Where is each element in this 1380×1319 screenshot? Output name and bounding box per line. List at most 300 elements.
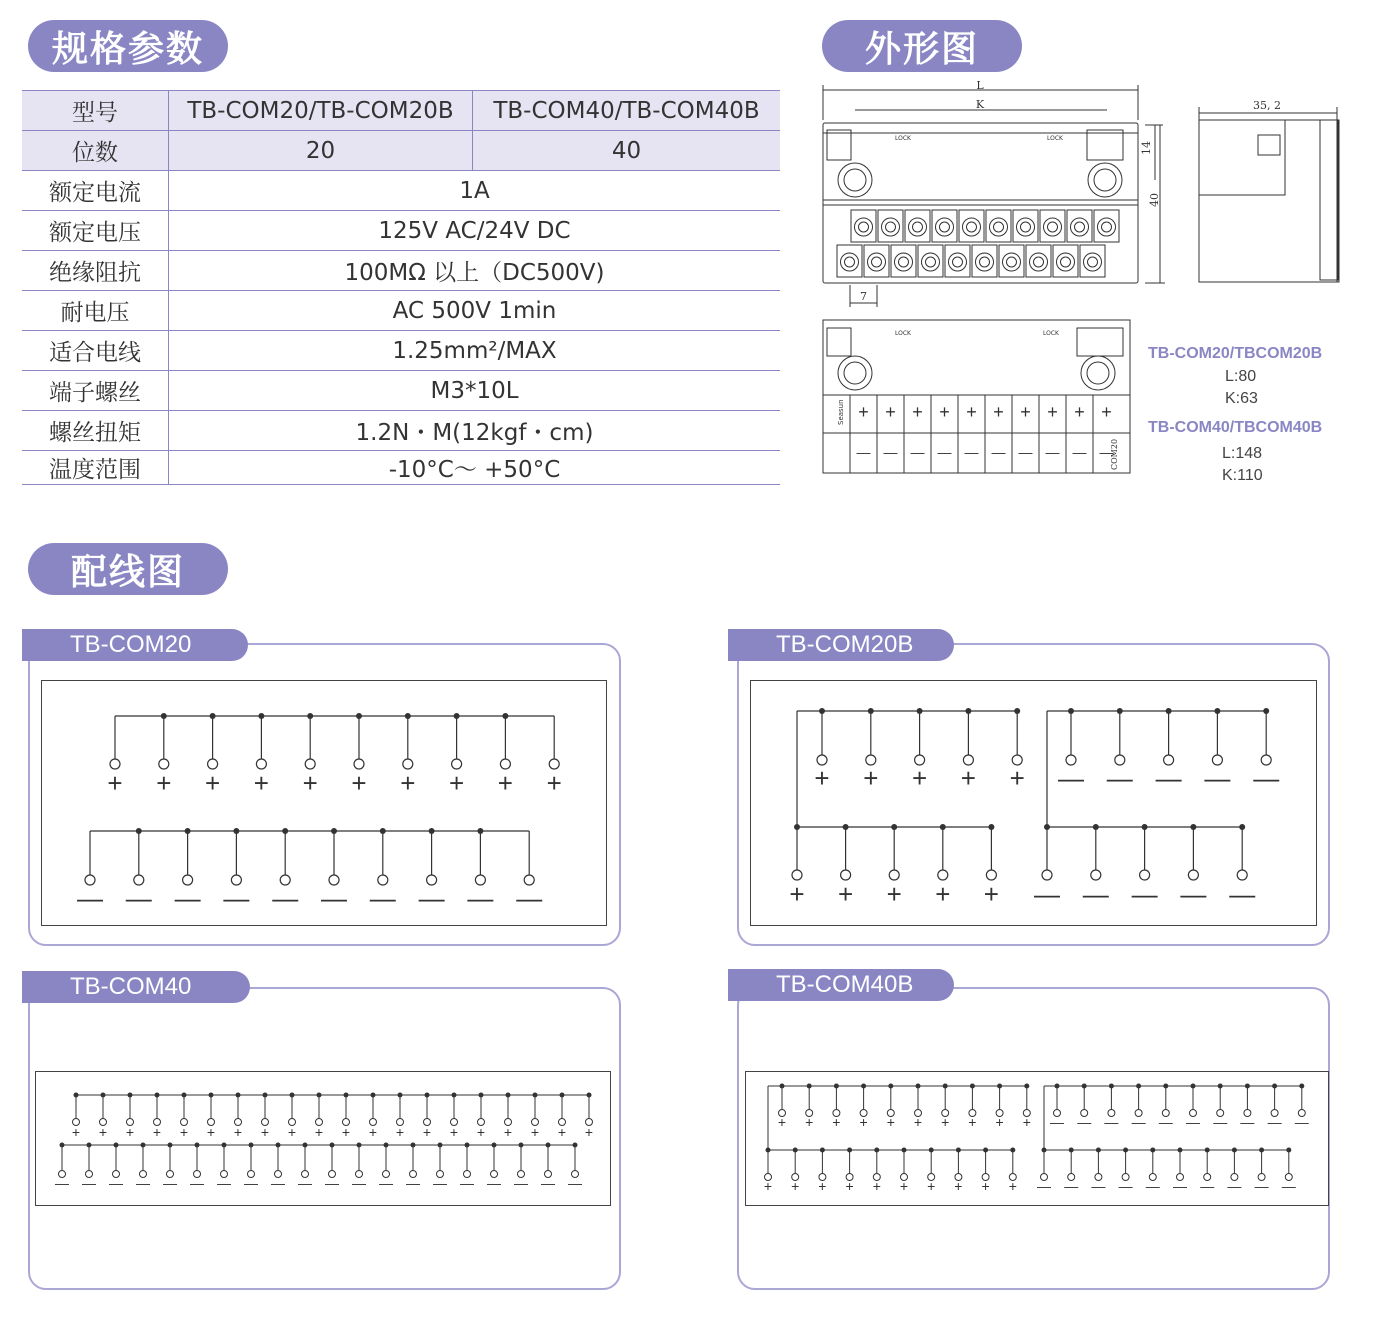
junction-dot xyxy=(929,1148,934,1153)
junction-dot xyxy=(357,1143,362,1148)
minus-sign: — xyxy=(460,1175,474,1191)
junction-dot xyxy=(820,1148,825,1153)
dim-14-label: 14 xyxy=(1140,141,1153,155)
plus-sign: + xyxy=(476,1124,486,1140)
junction-dot xyxy=(317,1093,322,1098)
minus-sign: — xyxy=(1037,1178,1051,1194)
wiring-section-title: 配线图 xyxy=(28,543,228,595)
minus-sign: — xyxy=(1155,763,1182,793)
lock-label: LOCK xyxy=(895,135,911,142)
junction-dot xyxy=(479,1093,484,1098)
minus-sign: — xyxy=(991,444,1006,460)
terminal-screw xyxy=(936,218,954,236)
plus-sign: + xyxy=(341,1124,351,1140)
plus-sign: + xyxy=(872,1178,881,1194)
junction-dot xyxy=(861,1084,866,1089)
table-row xyxy=(22,131,780,171)
minus-sign: — xyxy=(109,1175,123,1191)
junction-dot xyxy=(834,1084,839,1089)
row-label: 额定电压 xyxy=(22,211,169,251)
junction-dot xyxy=(210,713,216,719)
junction-dot xyxy=(236,1093,241,1098)
plus-sign: + xyxy=(1009,763,1025,793)
plus-sign: + xyxy=(966,402,977,422)
wiring-group xyxy=(817,708,1022,765)
junction-dot xyxy=(438,1143,443,1148)
junction-dot xyxy=(1082,1084,1087,1089)
junction-dot xyxy=(1166,708,1172,714)
junction-dot xyxy=(182,1093,187,1098)
junction-dot xyxy=(101,1093,106,1098)
outline-section-title: 外形图 xyxy=(822,20,1022,72)
junction-dot xyxy=(1218,1084,1223,1089)
junction-dot xyxy=(429,828,435,834)
plus-sign: + xyxy=(107,768,123,798)
wiring-group xyxy=(1066,708,1271,765)
table-row xyxy=(22,251,780,291)
table-row xyxy=(22,411,780,451)
terminal-screw xyxy=(1030,253,1048,271)
junction-dot xyxy=(209,1093,214,1098)
plus-sign: + xyxy=(1074,402,1085,422)
plus-sign: + xyxy=(368,1124,378,1140)
plus-sign: + xyxy=(935,879,951,909)
model40-title: TB-COM40/TBCOM40B xyxy=(1148,419,1323,436)
minus-sign: — xyxy=(1281,1178,1296,1194)
junction-dot xyxy=(74,1093,79,1098)
minus-sign: — xyxy=(352,1175,366,1191)
plus-sign: + xyxy=(805,1114,814,1130)
spec-section-title: 规格参数 xyxy=(28,20,228,72)
junction-dot xyxy=(1163,1084,1168,1089)
junction-dot xyxy=(902,1148,907,1153)
table-row xyxy=(22,371,780,411)
terminal-screw xyxy=(949,253,967,271)
terminal-screw xyxy=(1057,253,1075,271)
cell: 20 xyxy=(169,131,473,171)
tab-com40: TB-COM40 xyxy=(22,971,250,1003)
junction-dot xyxy=(1191,1084,1196,1089)
minus-sign: — xyxy=(1254,1178,1269,1194)
junction-dot xyxy=(195,1143,200,1148)
junction-dot xyxy=(1142,824,1148,830)
junction-dot xyxy=(1286,1148,1291,1153)
plus-sign: + xyxy=(1047,402,1058,422)
minus-sign: — xyxy=(1229,879,1256,909)
plus-sign: + xyxy=(287,1124,297,1140)
minus-sign: — xyxy=(1240,1114,1255,1130)
plus-sign: + xyxy=(422,1124,432,1140)
junction-dot xyxy=(161,713,167,719)
cell: 125V AC/24V DC xyxy=(169,211,781,251)
minus-sign: — xyxy=(1180,879,1207,909)
row-label: 位数 xyxy=(22,131,169,171)
plus-sign: + xyxy=(859,1114,868,1130)
terminal-screw xyxy=(895,253,913,271)
junction-dot xyxy=(874,1148,879,1153)
junction-dot xyxy=(380,828,386,834)
wiring-group xyxy=(73,1093,593,1126)
lock-label: LOCK xyxy=(895,330,911,337)
table-row xyxy=(22,91,780,131)
minus-sign: — xyxy=(369,883,396,913)
terminal-screw xyxy=(1071,218,1089,236)
junction-dot xyxy=(819,708,825,714)
junction-dot xyxy=(411,1143,416,1148)
wiring-group xyxy=(1042,824,1247,880)
plus-sign: + xyxy=(885,402,896,422)
junction-dot xyxy=(1093,824,1099,830)
junction-dot xyxy=(983,1148,988,1153)
plus-sign: + xyxy=(913,1114,923,1130)
row-label: 绝缘阻抗 xyxy=(22,251,169,291)
minus-sign: — xyxy=(1131,879,1158,909)
junction-dot xyxy=(943,1084,948,1089)
junction-dot xyxy=(807,1084,812,1089)
minus-sign: — xyxy=(406,1175,420,1191)
junction-dot xyxy=(465,1143,470,1148)
cell: 1.25mm²/MAX xyxy=(169,331,781,371)
terminal-screw xyxy=(841,253,859,271)
plus-sign: + xyxy=(1022,1114,1031,1130)
junction-dot xyxy=(114,1143,119,1148)
minus-sign: — xyxy=(1072,444,1087,460)
minus-sign: — xyxy=(516,883,543,913)
dim-40-label: 40 xyxy=(1148,193,1161,207)
wiring-group xyxy=(85,828,534,885)
plus-sign: + xyxy=(530,1124,540,1140)
minus-sign: — xyxy=(568,1175,582,1191)
junction-dot xyxy=(1190,824,1196,830)
plus-sign: + xyxy=(763,1178,773,1194)
junction-dot xyxy=(940,824,946,830)
plus-sign: + xyxy=(395,1124,405,1140)
terminal-screw xyxy=(990,218,1008,236)
junction-dot xyxy=(917,708,923,714)
wiring-group xyxy=(1041,1148,1293,1181)
plus-sign: + xyxy=(253,768,269,798)
minus-sign: — xyxy=(1294,1114,1309,1130)
minus-sign: — xyxy=(271,1175,285,1191)
junction-dot xyxy=(1205,1148,1210,1153)
wiring-group xyxy=(779,1084,1031,1117)
junction-dot xyxy=(988,824,994,830)
junction-dot xyxy=(185,828,191,834)
plus-sign: + xyxy=(503,1124,513,1140)
junction-dot xyxy=(1123,1148,1128,1153)
minus-sign: — xyxy=(163,1175,177,1191)
minus-sign: — xyxy=(1045,444,1060,460)
minus-sign: — xyxy=(1204,763,1231,793)
wiring-group xyxy=(765,1148,1017,1181)
minus-sign: — xyxy=(1099,444,1114,460)
junction-dot xyxy=(1024,1084,1029,1089)
wiring-group xyxy=(792,824,996,880)
terminal-screw xyxy=(1098,218,1116,236)
minus-sign: — xyxy=(1267,1114,1282,1130)
plus-sign: + xyxy=(546,768,562,798)
plus-sign: + xyxy=(233,1124,243,1140)
terminal-screw xyxy=(855,218,873,236)
plus-sign: + xyxy=(205,768,221,798)
minus-sign: — xyxy=(910,444,925,460)
minus-sign: — xyxy=(541,1175,555,1191)
junction-dot xyxy=(60,1143,65,1148)
plus-sign: + xyxy=(206,1124,216,1140)
spec-table xyxy=(22,90,780,485)
minus-sign: — xyxy=(514,1175,528,1191)
row-label: 额定电流 xyxy=(22,171,169,211)
minus-sign: — xyxy=(1158,1114,1173,1130)
junction-dot xyxy=(891,824,897,830)
junction-dot xyxy=(843,824,849,830)
junction-dot xyxy=(546,1143,551,1148)
cell: -10°C～ +50°C xyxy=(169,451,781,485)
tab-com20b: TB-COM20B xyxy=(728,629,954,661)
brand-label: Seasun xyxy=(837,399,845,425)
minus-sign: — xyxy=(487,1175,501,1191)
junction-dot xyxy=(1263,708,1269,714)
wiring-group xyxy=(59,1143,579,1178)
junction-dot xyxy=(794,824,800,830)
junction-dot xyxy=(1096,1148,1101,1153)
minus-sign: — xyxy=(298,1175,312,1191)
minus-sign: — xyxy=(1173,1178,1187,1194)
junction-dot xyxy=(371,1093,376,1098)
minus-sign: — xyxy=(136,1175,150,1191)
junction-dot xyxy=(454,713,460,719)
wiring-box-com40b xyxy=(745,1071,1329,1206)
junction-dot xyxy=(356,713,362,719)
plus-sign: + xyxy=(152,1124,162,1140)
wiring-group xyxy=(797,711,1071,827)
minus-sign: — xyxy=(964,444,979,460)
wiring-box-com20b xyxy=(750,680,1317,926)
junction-dot xyxy=(168,1143,173,1148)
plus-sign: + xyxy=(557,1124,567,1140)
row-label: 温度范围 xyxy=(22,451,169,485)
minus-sign: — xyxy=(1077,1114,1092,1130)
minus-sign: — xyxy=(856,444,871,460)
junction-dot xyxy=(847,1148,852,1153)
plus-sign: + xyxy=(1101,402,1112,422)
plus-sign: + xyxy=(791,1178,800,1194)
cell: TB-COM20/TB-COM20B xyxy=(169,91,473,131)
plus-sign: + xyxy=(777,1114,787,1130)
cell: 40 xyxy=(473,131,781,171)
junction-dot xyxy=(766,1148,771,1153)
junction-dot xyxy=(1214,708,1220,714)
minus-sign: — xyxy=(272,883,299,913)
plus-sign: + xyxy=(1020,402,1031,422)
terminal-screw xyxy=(976,253,994,271)
junction-dot xyxy=(303,1143,308,1148)
minus-sign: — xyxy=(1145,1178,1160,1194)
plus-sign: + xyxy=(886,1114,895,1130)
junction-dot xyxy=(587,1093,592,1098)
com20-label: COM20 xyxy=(1110,438,1119,470)
junction-dot xyxy=(997,1084,1002,1089)
minus-sign: — xyxy=(937,444,952,460)
row-label: 螺丝扭矩 xyxy=(22,411,169,451)
junction-dot xyxy=(780,1084,785,1089)
minus-sign: — xyxy=(467,883,494,913)
plus-sign: + xyxy=(983,879,999,909)
plus-sign: + xyxy=(981,1178,990,1194)
plus-sign: + xyxy=(71,1124,81,1140)
minus-sign: — xyxy=(1186,1114,1200,1130)
junction-dot xyxy=(533,1093,538,1098)
minus-sign: — xyxy=(125,883,152,913)
junction-dot xyxy=(290,1093,295,1098)
row-label: 耐电压 xyxy=(22,291,169,331)
minus-sign: — xyxy=(82,1175,96,1191)
terminal-screw xyxy=(909,218,927,236)
terminal-screw xyxy=(922,253,940,271)
wiring-group xyxy=(1054,1084,1306,1117)
minus-sign: — xyxy=(1200,1178,1215,1194)
junction-dot xyxy=(87,1143,92,1148)
terminal-screw xyxy=(1003,253,1021,271)
plus-sign: + xyxy=(886,879,902,909)
junction-dot xyxy=(1109,1084,1114,1089)
plus-sign: + xyxy=(954,1178,963,1194)
plus-sign: + xyxy=(98,1124,108,1140)
minus-sign: — xyxy=(1106,763,1133,793)
minus-sign: — xyxy=(1213,1114,1228,1130)
junction-dot xyxy=(970,1084,975,1089)
junction-dot xyxy=(1232,1148,1237,1153)
junction-dot xyxy=(1010,1148,1015,1153)
junction-dot xyxy=(1245,1084,1250,1089)
table-row xyxy=(22,451,780,485)
model40-K: K:110 xyxy=(1222,467,1263,484)
junction-dot xyxy=(492,1143,497,1148)
junction-dot xyxy=(263,1093,268,1098)
minus-sign: — xyxy=(1253,763,1280,793)
junction-dot xyxy=(888,1084,893,1089)
junction-dot xyxy=(1239,824,1245,830)
minus-sign: — xyxy=(77,883,103,913)
terminal-screw xyxy=(963,218,981,236)
junction-dot xyxy=(1014,708,1020,714)
junction-dot xyxy=(916,1084,921,1089)
junction-dot xyxy=(1055,1084,1060,1089)
plus-sign: + xyxy=(845,1178,854,1194)
junction-dot xyxy=(249,1143,254,1148)
junction-dot xyxy=(1136,1084,1141,1089)
model20-K: K:63 xyxy=(1225,390,1258,407)
junction-dot xyxy=(793,1148,798,1153)
terminal-screw xyxy=(1084,253,1102,271)
plus-sign: + xyxy=(941,1114,950,1130)
cell: 100MΩ 以上（DC500V) xyxy=(169,251,781,291)
plus-sign: + xyxy=(260,1124,270,1140)
junction-dot xyxy=(1272,1084,1277,1089)
cell: AC 500V 1min xyxy=(169,291,781,331)
cell: 1.2N・M(12kgf・cm) xyxy=(169,411,781,451)
plus-sign: + xyxy=(789,879,805,909)
junction-dot xyxy=(506,1093,511,1098)
junction-dot xyxy=(398,1093,403,1098)
junction-dot xyxy=(1117,708,1123,714)
minus-sign: — xyxy=(418,883,445,913)
minus-sign: — xyxy=(1091,1178,1106,1194)
junction-dot xyxy=(155,1093,160,1098)
minus-sign: — xyxy=(1064,1178,1079,1194)
terminal-screw xyxy=(882,218,900,236)
junction-dot xyxy=(1299,1084,1304,1089)
table-row xyxy=(22,171,780,211)
terminal-screw xyxy=(1017,218,1035,236)
minus-sign: — xyxy=(379,1175,393,1191)
dim-K-label: K xyxy=(975,98,985,111)
plus-sign: + xyxy=(351,768,367,798)
dim-7-label: 7 xyxy=(860,290,867,303)
junction-dot xyxy=(222,1143,227,1148)
junction-dot xyxy=(141,1143,146,1148)
junction-dot xyxy=(258,713,264,719)
junction-dot xyxy=(1042,1148,1047,1153)
tab-com20: TB-COM20 xyxy=(22,629,248,661)
plus-sign: + xyxy=(125,1124,135,1140)
minus-sign: — xyxy=(321,883,347,913)
junction-dot xyxy=(573,1143,578,1148)
junction-dot xyxy=(477,828,483,834)
plus-sign: + xyxy=(832,1114,841,1130)
terminal-screw xyxy=(1044,218,1062,236)
minus-sign: — xyxy=(1118,1178,1133,1194)
junction-dot xyxy=(1044,824,1050,830)
junction-dot xyxy=(1150,1148,1155,1153)
junction-dot xyxy=(1178,1148,1183,1153)
plus-sign: + xyxy=(968,1114,977,1130)
junction-dot xyxy=(1069,1148,1074,1153)
minus-sign: — xyxy=(1104,1114,1119,1130)
plus-sign: + xyxy=(314,1124,324,1140)
plus-sign: + xyxy=(302,768,318,798)
minus-sign: — xyxy=(1082,879,1109,909)
lock-label: LOCK xyxy=(1047,135,1063,142)
junction-dot xyxy=(128,1093,133,1098)
junction-dot xyxy=(452,1093,457,1098)
minus-sign: — xyxy=(433,1175,447,1191)
plus-sign: + xyxy=(400,768,416,798)
minus-sign: — xyxy=(1050,1114,1064,1130)
terminal-screw xyxy=(868,253,886,271)
minus-sign: — xyxy=(244,1175,258,1191)
plus-sign: + xyxy=(449,768,465,798)
junction-dot xyxy=(405,713,411,719)
plus-sign: + xyxy=(993,402,1004,422)
table-row xyxy=(22,291,780,331)
junction-dot xyxy=(136,828,142,834)
plus-sign: + xyxy=(912,763,928,793)
wiring-box-com40 xyxy=(35,1071,611,1206)
row-label: 端子螺丝 xyxy=(22,371,169,411)
plus-sign: + xyxy=(818,1178,827,1194)
minus-sign: — xyxy=(1058,763,1084,793)
plus-sign: + xyxy=(927,1178,936,1194)
dim-L-label: L xyxy=(976,79,984,92)
cell: 1A xyxy=(169,171,781,211)
plus-sign: + xyxy=(995,1114,1004,1130)
plus-sign: + xyxy=(858,402,869,422)
plus-sign: + xyxy=(1008,1178,1017,1194)
plus-sign: + xyxy=(497,768,513,798)
table-row xyxy=(22,331,780,371)
plus-sign: + xyxy=(863,763,879,793)
